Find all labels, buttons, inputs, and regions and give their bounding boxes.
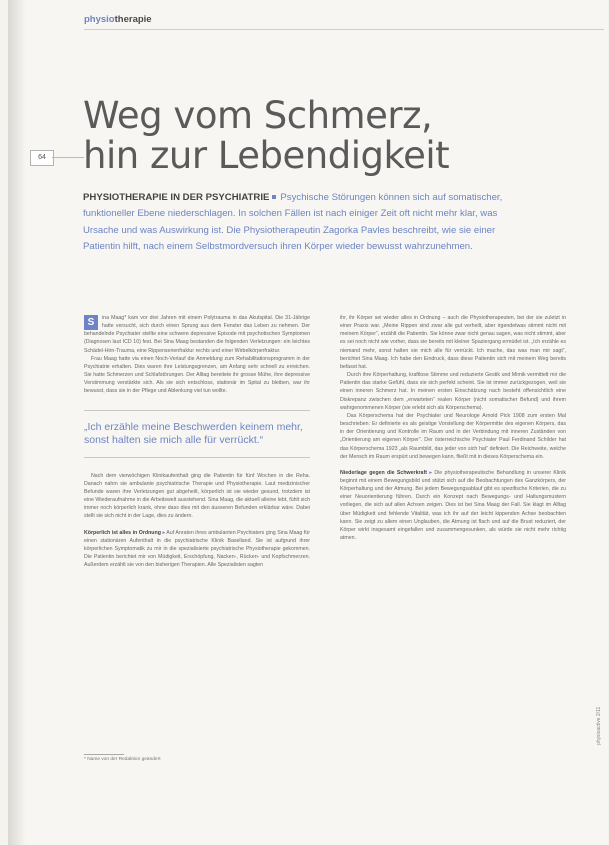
arrow-right-icon: ▸ — [162, 529, 166, 536]
paragraph: ihr, ihr Körper sei wieder alles in Ordnung – auch die Physiotherapeuten, bei der sie zuletzt in einer Praxis war. „Meine Rippen sind zwar alle gut verheilt, aber irgendetwas stimmt nicht mit meinem Körper“, erzählt die Patientin. Sie könne zwar nicht genau sagen, was nicht stimmt, aber es sei noch nicht wie vorher, dass sie bereits mit kleiner Spaziergang ermüdet ist. „Ich erzähle es niemand mehr, sonst halten sie mich alle für verrückt. Ich mache, das was man mir sagt“, berichtet Sina Maag. Ich habe den Eindruck, dass diese Patientin sich mit meinem Weg bereits befasst hat. — [340, 315, 566, 370]
paragraph: Das Körperschema hat der Psychiater und Neurologe Arnold Pick 1908 zum ersten Mal beschrieben: Er definierte es als geistige Vorstellung der Körpermitte des eigenen Körpers, das in der Orientierung und Kontrolle im Raum und in der Verbindung mit inneren Zuständen von „Orientierung am eigenen Körper“. Der österreichische Psychiater Paul Ferdinand Schilder hat das Körperschema 1923 „als Raumbild, das jeder von sich hat“ definiert. Die Reichweite, welche der Mensch im Raum erspürt und bewegen kann, fließt mit in dieses Körperschema ein. — [340, 412, 566, 460]
paragraph-text: ina Maag* kam vor drei Jahren mit einem Polytrauma in das Akutspital. Die 31-Jährige hatte versucht, sich durch einen Sprung aus dem Fenster das Leben zu nehmen. Der behandelnde Psychiater stellte eine schwere depressive Episode mit psychotischen Symptomen (Diagnosen laut ICD 10) fest. Bei Sina Maag bestanden die folgenden Verletzungen: ein leichtes Schädel-Hirn-Trauma, eine Rippenserienfraktur rechts und einer Wirbelkörperfraktur. — [84, 315, 310, 354]
page-number: 64 — [30, 150, 54, 166]
paragraph-text: Auf Anraten ihres ambulanten Psychiaters ging Sina Maag für einen stationären Aufenthalt in die psychiatrische Klinik Baselland. Sie ist aufgrund ihrer körperlichen Symptomatik zu mir in die spezialisierte psychiatrische Physiotherapie gekommen. Die Patientin berichtet mir von Müdigkeit, Erschöpfung, Nacken-, Rücken- und Kopfschmerzen. Außerdem erzählt sie von den bisherigen Therapien. Alle Spezialisten sagten — [84, 529, 310, 569]
square-bullet-icon — [272, 195, 276, 199]
magazine-page — [8, 0, 608, 845]
footnote: * Name von der Redaktion geändert — [84, 757, 161, 762]
lead-text: Psychische Störungen können sich auf somatischer, funktioneller Ebene niederschlagen. In solchen Fällen ist nach einiger Zeit oft nicht mehr klar, was Ursache und was Auswirkung ist. Die Physiotherapeutin Zagorka Pavles beschreibt, wie sie einer Patientin hilft, nach einem Selbstmordversuch ihren Körper wieder bewusst wahrzunehmen. — [83, 192, 503, 252]
paragraph: Frau Maag hatte via einen Noch-Verlauf die Anmeldung zum Rehabilitationsprogramm in der Psychiatrie erhalten. Dies waren ihre Leistungsgrenzen, am Anfang sehr schnell zu erreichen. Sie hatte Schmerzen und Schlafstörungen. Der Alltag bereitete ihr grosse Mühe, ihre depressive Verstimmung verstärkte sich. Als sie sich entschloss, stationär im Spital zu bleiben, war ihr bewusst, dass sie in der Pflege und Ablenkung viel tun wollte. — [84, 355, 310, 395]
text-column-right — [340, 314, 566, 542]
lead-kicker: PHYSIOTHERAPIE IN DER PSYCHIATRIE — [83, 192, 270, 203]
paragraph: Durch ihre Körperhaltung, kraftlose Stimme und reduzierte Gestik und Mimik vermittelt mir die Patientin das starke Gefühl, dass sie sich perfekt scheint. Sie ist immer zurückgezogen, weil sie einen inneren Schmerz hat. In meinen ersten Einschätzung nach besteht offensichtlich eine Diskrepanz zwischen dem „erwarteten“ realen Körper (nicht somatischer Befund) und ihrem wahrgenommenen Körper (sie erlebt sich als Körperschema). — [340, 372, 566, 411]
side-margin-text: physioactive 2/11 — [596, 706, 602, 745]
article-title — [83, 96, 593, 176]
article-lead — [83, 190, 513, 255]
paragraph-text: Die physiotherapeutische Behandlung in unserer Klinik beginnt mit einem Bewegungsbild und stützt sich auf die Beobachtungen des Ganzkörpers, der Körperhaltung und der Atmung. Bei jedem Bewegungsablauf gibt es spezifische Kriterien, die zu einer Neuorientierung führen. Durch ein Konzept nach Bewegungs- und Haltungsmustern vorliegen, die sich auf allen Achsen zeigen. Dies ist bei Sina Maag der Fall. Sie klagt im Alltag über Müdigkeit und fehlende Vitalität, was ich ihr auf der leicht kippenden Achse beobachten kann. Sie zeigt zu allem einen Unglauben, die Atmung ist flach und auf die Brust reduziert, der Körper wirkt insgesamt eingefallen und zusammengesunken, als würde sie nicht mehr richtig atmen. — [340, 469, 566, 542]
header-rule — [84, 29, 604, 30]
arrow-right-icon: ▸ — [429, 469, 432, 476]
text-column-left — [84, 314, 310, 569]
subheading: Niederlage gegen die Schwerkraft — [340, 469, 427, 476]
paragraph: Nach dem vierwöchigen Klinikaufenthalt ging die Patientin für fünf Wochen in die Reha. Danach nahm sie ambulante psychiatrische Therapie und Physiotherapie. Laut medizinischer Befunde waren ihre Verletzungen gut abgeheilt, körperlich ist sie wieder gesund, trotzdem ist eine Wiederaufnahme in die Arbeitswelt ausstehend. Sina Maag, die aktuell alleine lebt, fühlt sich immer noch körperlich krank, ohne dass dies mit den äusseren Befunden erklärbar wäre. Dabei stellt sie sich nicht in der Lage, dies zu ändern. — [84, 472, 310, 520]
footnote-rule — [84, 754, 124, 755]
binding-shadow — [8, 0, 26, 845]
section-label — [84, 14, 152, 25]
pull-quote: „Ich erzähle meine Beschwerden keinem mehr, sonst halten sie mich alle für verrückt.“ — [84, 410, 310, 458]
subheading: Körperlich ist alles in Ordnung — [84, 529, 161, 536]
article-title-line-2: hin zur Lebendigkeit — [83, 134, 450, 177]
article-title-line-1: Weg vom Schmerz, — [83, 94, 433, 137]
page-number-rule — [52, 157, 84, 158]
section-label-part-a: physio — [84, 14, 115, 25]
paragraph — [84, 314, 310, 355]
dropcap-letter: S — [84, 315, 98, 330]
paragraph — [84, 529, 310, 570]
paragraph — [340, 469, 566, 542]
section-label-part-b: therapie — [114, 14, 152, 25]
